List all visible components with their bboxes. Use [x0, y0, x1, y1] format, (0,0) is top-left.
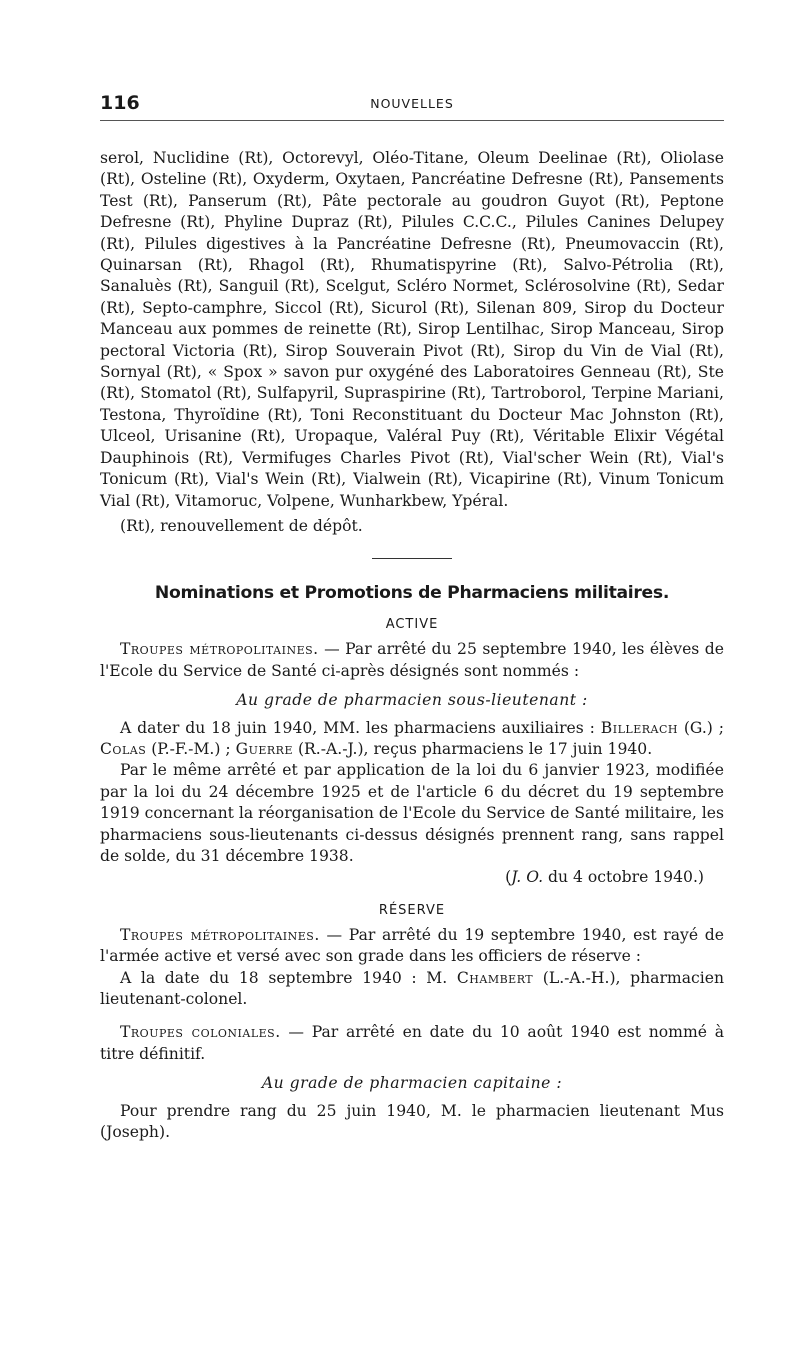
- journal-officiel: J. O.: [511, 868, 544, 887]
- section-title: Nominations et Promotions de Pharmaciens militaires.: [154, 583, 670, 604]
- colonial-text: — Par arrêté en date du 10 août 1940 est nommé à titre définitif.: [100, 1023, 724, 1063]
- troupes-coloniales-label: Troupes coloniales.: [120, 1023, 281, 1042]
- subhead-active: ACTIVE: [385, 617, 439, 633]
- colonial-paragraph: [100, 1022, 724, 1065]
- grade-heading-sous-lieutenant: Au grade de pharmacien sous-lieutenant :: [236, 691, 588, 710]
- legend-note: (Rt), renouvellement de dépôt.: [120, 516, 363, 535]
- reserve-lead-text: — Par arrêté du 19 septembre 1940, est rayé de l'armée active et versé avec son grade dans les officiers de réserve :: [100, 925, 724, 966]
- active-rank-paragraph: Par le même arrêté et par application de la loi du 6 janvier 1923, modifiée par la loi du 24 décembre 1925 et de l'article 6 du décret du 19 septembre 1919 concernant la réorganisation de l'Ecole du Service de Santé militaire, les pharmaciens sous-lieutenants ci-dessus désignés prennent rang, sans rappel de solde, du 31 décembre 1938.: [100, 761, 724, 865]
- reserve-lead-paragraph: [100, 925, 724, 968]
- section-divider: [372, 558, 452, 559]
- subhead-reserve: RÉSERVE: [378, 902, 446, 918]
- page-body: [100, 148, 724, 1143]
- troupes-label: Troupes métropolitaines.: [120, 640, 319, 659]
- person-name: Chambert: [456, 968, 534, 987]
- names-sep: (P.-F.-M.) ;: [146, 739, 236, 758]
- names-tail: (R.-A.-J.), reçus pharmaciens le 17 juin 1940.: [292, 739, 653, 758]
- person-name: Colas: [100, 739, 147, 758]
- active-lead-paragraph: [100, 639, 724, 682]
- page-number: 116: [100, 92, 140, 114]
- product-list-paragraph: serol, Nuclidine (Rt), Octorevyl, Oléo-Titane, Oleum Deelinae (Rt), Oliolase (Rt), Osteline (Rt), Oxyderm, Oxytaen, Pancréatine Defresne (Rt), Pansements Test (Rt), Panserum (Rt), Pâte pectorale au goudron Guyot (Rt), Peptone Defresne (Rt), Phyline Dupraz (Rt), Pilules C.C.C., Pilules Canines Delupey (Rt), Pilules digestives à la Pancréatine Defresne (Rt), Pneumovaccin (Rt), Quinarsan (Rt), Rhagol (Rt), Rhumatispyrine (Rt), Salvo-Pétrolia (Rt), Sanaluès (Rt), Sanguil (Rt), Scelgut, Scléro Normet, Sclérosolvine (Rt), Sedar (Rt), Septo-camphre, Siccol (Rt), Sicurol (Rt), Silenan 809, Sirop du Docteur Manceau aux pommes de reinette (Rt), Sirop Lentilhac, Sirop Manceau, Sirop pectoral Victoria (Rt), Sirop Souverain Pivot (Rt), Sirop du Vin de Vial (Rt), Sornyal (Rt), « Spox » savon pur oxygéné des Laboratoires Genneau (Rt), Ste (Rt), Stomatol (Rt), Sulfapyril, Supraspirine (Rt), Tartroborol, Terpine Mariani, Testona, Thyroïdine (Rt), Toni Reconstituant du Docteur Mac Johnston (Rt), Ulceol, Urisanine (Rt), Uropaque, Valéral Puy (Rt), Véritable Elixir Végétal Dauphinois (Rt), Vermifuges Charles Pivot (Rt), Vial'scher Wein (Rt), Vial's Tonicum (Rt), Vial's Wein (Rt), Vialwein (Rt), Vicapirine (Rt), Vinum Tonicum Vial (Rt), Vitamoruc, Volpene, Wunharkbew, Ypéral.: [100, 149, 724, 510]
- grade-heading-capitaine: Au grade de pharmacien capitaine :: [261, 1074, 563, 1093]
- header-rule: [100, 120, 724, 121]
- reserve-date: A la date du 18 septembre 1940 : M.: [120, 968, 457, 987]
- citation-date: du 4 octobre 1940.): [543, 868, 704, 887]
- person-name: Guerre: [235, 739, 293, 758]
- person-name: Billerach: [600, 718, 678, 737]
- troupes-label: Troupes métropolitaines.: [120, 925, 320, 944]
- running-title: NOUVELLES: [370, 96, 454, 111]
- names-sep: (G.) ;: [677, 718, 724, 737]
- active-lead-text: — Par arrêté du 25 septembre 1940, les élèves de l'Ecole du Service de Santé ci-après désignés sont nommés :: [100, 640, 724, 680]
- citation-open: (: [505, 868, 512, 887]
- source-citation: [100, 867, 724, 888]
- reserve-name-paragraph: [100, 968, 724, 1011]
- running-head: [100, 88, 724, 116]
- capitaine-paragraph: Pour prendre rang du 25 juin 1940, M. le pharmacien lieutenant Mus (Joseph).: [100, 1101, 724, 1142]
- names-intro: A dater du 18 juin 1940, MM. les pharmaciens auxiliaires :: [120, 718, 601, 737]
- active-names-paragraph: [100, 718, 724, 761]
- reserve-tail: (L.-A.-H.), pharmacien lieutenant-colonel.: [100, 968, 724, 1008]
